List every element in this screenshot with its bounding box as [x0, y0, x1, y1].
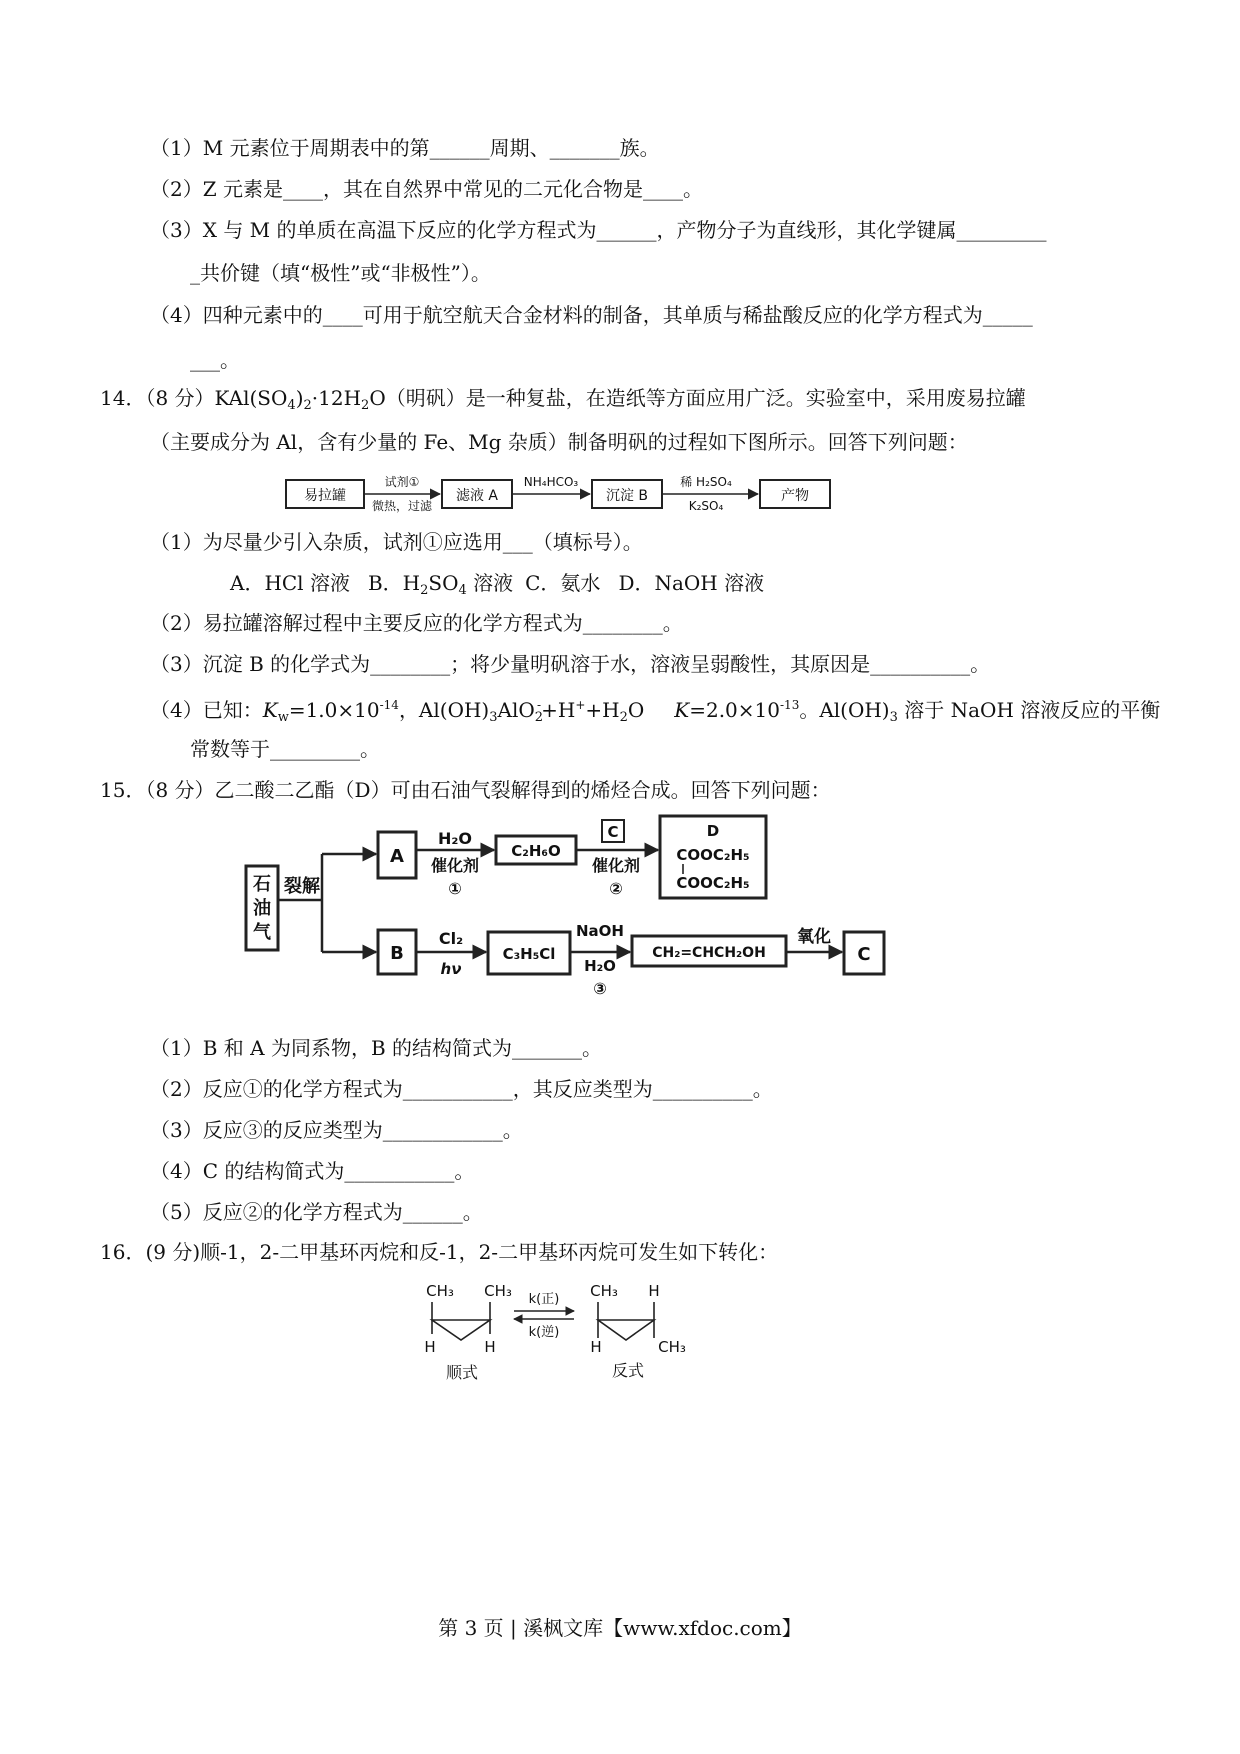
box-ethanol-label: C₂H₆O [511, 842, 561, 860]
cis-h-left: H [424, 1338, 436, 1356]
box-c-label: C [857, 944, 871, 965]
q14-intro-b: ) [295, 386, 304, 410]
q15-part1-text: B 和 A 为同系物，B 的结构简式为_______。 [202, 1036, 603, 1060]
reagent-light: hν [440, 960, 462, 978]
q14-part4-t1: 已知： [202, 698, 263, 722]
box-b-label: B [390, 943, 404, 964]
trans-ch3-top: CH₃ [590, 1282, 618, 1300]
flow-arrow-3-top: 稀 H₂SO₄ [680, 475, 732, 489]
q14-option-b-sub1: 2 [420, 583, 429, 598]
trans-label: 反式 [611, 1361, 645, 1380]
q15-part1 [150, 1036, 602, 1060]
q14-intro-cont-text: （主要成分为 Al，含有少量的 Fe、Mg 杂质）制备明矾的过程如下图所示。回答下列问题： [150, 430, 968, 454]
cis-ch3-left: CH₃ [426, 1282, 454, 1300]
q14-intro-sub2: 2 [303, 398, 312, 413]
q14-part2-label: （2） [150, 611, 203, 635]
q14-part4-t7: O [627, 698, 645, 722]
flow-box-product-label: 产物 [781, 488, 809, 504]
reaction-1-number: ① [448, 879, 462, 898]
oxidation-label: 氧化 [797, 927, 831, 947]
q14-part4 [150, 693, 1160, 730]
q16-number: 16． [100, 1240, 146, 1264]
box-d-line1: COOC₂H₅ [676, 846, 750, 864]
q14-option-b-c: 溶液 [466, 571, 514, 595]
gas-char-1: 石 [253, 874, 271, 895]
q15-intro [100, 778, 831, 802]
q15-part1-label: （1） [150, 1036, 203, 1060]
q14-part1-text: 为尽量少引入杂质，试剂①应选用___（填标号）。 [202, 530, 643, 554]
q14-part3-text: 沉淀 B 的化学式为________；将少量明矾溶于水，溶液呈弱酸性，其原因是__________。 [202, 652, 991, 676]
trans-h-top: H [648, 1282, 660, 1300]
q14-part4-cont-text: 常数等于_________。 [190, 737, 380, 761]
q15-synthesis-diagram [240, 808, 920, 1008]
q14-part1 [150, 530, 643, 554]
q13-part1 [150, 136, 660, 160]
reagent-h2o: H₂O [438, 829, 472, 848]
q14-part4-label: （4） [150, 698, 203, 722]
reagent-h2o-2: H₂O [584, 957, 616, 975]
q15-part4-text: C 的结构简式为___________。 [202, 1159, 475, 1183]
box-d-label: D [706, 822, 720, 840]
q14-part4-sup4: - [537, 698, 542, 712]
q14-intro-sub1: 4 [287, 398, 296, 413]
q13-part3-cont [190, 261, 491, 285]
q14-part4-s9: 3 [889, 710, 898, 725]
q13-part4-label: （4） [150, 303, 203, 327]
box-a-label: A [390, 846, 404, 867]
q15-intro-text: （8 分）乙二酸二乙酯（D）可由石油气裂解得到的烯烃合成。回答下列问题： [145, 778, 831, 802]
q15-part4 [150, 1159, 474, 1183]
q13-part3-label: （3） [150, 218, 203, 242]
q14-option-b-b: SO [428, 571, 459, 595]
q13-part4 [150, 303, 1033, 327]
gas-char-3: 气 [253, 922, 271, 943]
q14-intro-c: ·12H [311, 386, 362, 410]
q14-part4-kw: K [262, 698, 278, 722]
q16-intro [100, 1240, 778, 1264]
flow-arrow-3-bottom: K₂SO₄ [688, 499, 724, 513]
q14-intro-cont [150, 430, 968, 454]
q15-part3-text: 反应③的反应类型为____________。 [202, 1118, 523, 1142]
q15-part4-label: （4） [150, 1159, 203, 1183]
q14-part4-t2: =1.0×10 [288, 698, 380, 722]
q13-part4-cont-text: ___。 [190, 348, 240, 372]
crack-label: 裂解 [284, 876, 320, 897]
q16-isomer-figure [410, 1276, 710, 1388]
trans-ch3-bottom: CH₃ [658, 1338, 686, 1356]
q14-intro-a: （8 分）KAl(SO [145, 386, 288, 410]
flow-box-precipitate-label: 沉淀 B [605, 488, 649, 504]
box-allyl-alcohol-label: CH₂=CHCH₂OH [652, 945, 766, 961]
q14-part4-t9: 。Al(OH) [799, 698, 890, 722]
q14-part4-e1: -14 [379, 698, 399, 712]
q14-part2 [150, 611, 683, 635]
cis-h-right: H [484, 1338, 496, 1356]
q14-intro [100, 386, 1026, 418]
q14-part4-t5: +H [541, 698, 576, 722]
q14-part3-label: （3） [150, 652, 203, 676]
q14-part4-t3: ，Al(OH) [398, 698, 490, 722]
cis-ring [432, 1320, 490, 1340]
q13-part4-text: 四种元素中的____可用于航空航天合金材料的制备，其单质与稀盐酸反应的化学方程式为_____ [202, 303, 1033, 327]
q14-part4-s6: 2 [619, 710, 628, 725]
q14-options [230, 571, 764, 603]
flow-box-filtrate-label: 滤液 A [455, 488, 499, 504]
gas-char-2: 油 [253, 898, 271, 919]
q14-part4-sup5: + [575, 698, 586, 712]
catalyst-1: 催化剂 [430, 856, 480, 875]
q14-part4-t10: 溶于 NaOH 溶液反应的平衡 [897, 698, 1161, 722]
flow-arrow-1-top: 试剂① [384, 475, 420, 489]
q14-intro-sub3: 2 [361, 398, 370, 413]
box-allyl-chloride-label: C₃H₅Cl [502, 945, 556, 963]
q15-part2-label: （2） [150, 1077, 203, 1101]
q14-part4-e2: -13 [780, 698, 800, 712]
catalyst-2: 催化剂 [591, 856, 641, 875]
q13-part2 [150, 177, 703, 201]
q13-part1-label: （1） [150, 136, 203, 160]
k-forward: k(正) [528, 1292, 560, 1307]
cis-ch3-right: CH₃ [484, 1282, 512, 1300]
q14-part4-t4: AlO [497, 698, 535, 722]
page-footer: 第 3 页 | 溪枫文库【www.xfdoc.com】 [438, 1616, 802, 1640]
reaction-3-number: ③ [593, 979, 607, 998]
q14-option-b-a: B．H [367, 571, 421, 595]
q15-part2 [150, 1077, 773, 1101]
q14-option-c: C．氨水 [525, 571, 601, 595]
reagent-c-label: C [607, 823, 619, 841]
q15-part3-label: （3） [150, 1118, 203, 1142]
q14-intro-d: O（明矾）是一种复盐，在造纸等方面应用广泛。实验室中，采用废易拉罐 [369, 386, 1026, 410]
q14-option-d: D．NaOH 溶液 [618, 571, 765, 595]
q14-flow-diagram [280, 468, 840, 518]
q14-part4-t8: =2.0×10 [689, 698, 780, 722]
q15-part5-text: 反应②的化学方程式为______。 [202, 1200, 483, 1224]
q14-part2-text: 易拉罐溶解过程中主要反应的化学方程式为________。 [202, 611, 683, 635]
flow-arrow-2-top: NH₄HCO₃ [523, 475, 579, 489]
box-d-line2: COOC₂H₅ [676, 874, 750, 892]
reagent-cl2: Cl₂ [438, 929, 464, 948]
cis-label: 顺式 [445, 1363, 479, 1382]
q14-part1-label: （1） [150, 530, 203, 554]
q15-part3 [150, 1118, 523, 1142]
k-reverse: k(逆) [528, 1325, 560, 1340]
flow-box-can-label: 易拉罐 [304, 488, 346, 504]
q13-part4-cont [190, 348, 240, 372]
reaction-2-number: ② [609, 879, 623, 898]
q14-part3 [150, 652, 990, 676]
q15-number: 15． [100, 778, 146, 802]
q13-part3 [150, 218, 1047, 242]
q14-part4-cont [190, 737, 380, 761]
q14-part4-s4: 2 [534, 710, 544, 725]
flow-arrow-1-bottom: 微热，过滤 [371, 499, 433, 513]
q15-part2-text: 反应①的化学方程式为___________，其反应类型为__________。 [202, 1077, 773, 1101]
q14-option-b-sub2: 4 [458, 583, 467, 598]
q14-option-a: A．HCl 溶液 [230, 571, 350, 595]
trans-h-bottom: H [590, 1338, 602, 1356]
q16-intro-text: (9 分)顺-1，2-二甲基环丙烷和反-1，2-二甲基环丙烷可发生如下转化： [145, 1240, 779, 1264]
q13-part3-cont-text: _共价键（填“极性”或“非极性”）。 [190, 261, 491, 285]
q13-part3-text: X 与 M 的单质在高温下反应的化学方程式为______，产物分子为直线形，其化学键属_________ [202, 218, 1047, 242]
q14-part4-s3: 3 [489, 710, 498, 725]
reagent-naoh: NaOH [576, 922, 624, 940]
q15-part5-label: （5） [150, 1200, 203, 1224]
q13-part1-text: M 元素位于周期表中的第______周期、_______族。 [202, 136, 660, 160]
trans-ring [598, 1320, 654, 1340]
q15-part5 [150, 1200, 483, 1224]
q14-part4-kw-sub: w [277, 710, 289, 725]
q14-number: 14． [100, 386, 146, 410]
q14-part4-t6: +H [585, 698, 620, 722]
q13-part2-text: Z 元素是____，其在自然界中常见的二元化合物是____。 [202, 177, 703, 201]
q13-part2-label: （2） [150, 177, 203, 201]
q14-part4-k: K [674, 698, 690, 722]
